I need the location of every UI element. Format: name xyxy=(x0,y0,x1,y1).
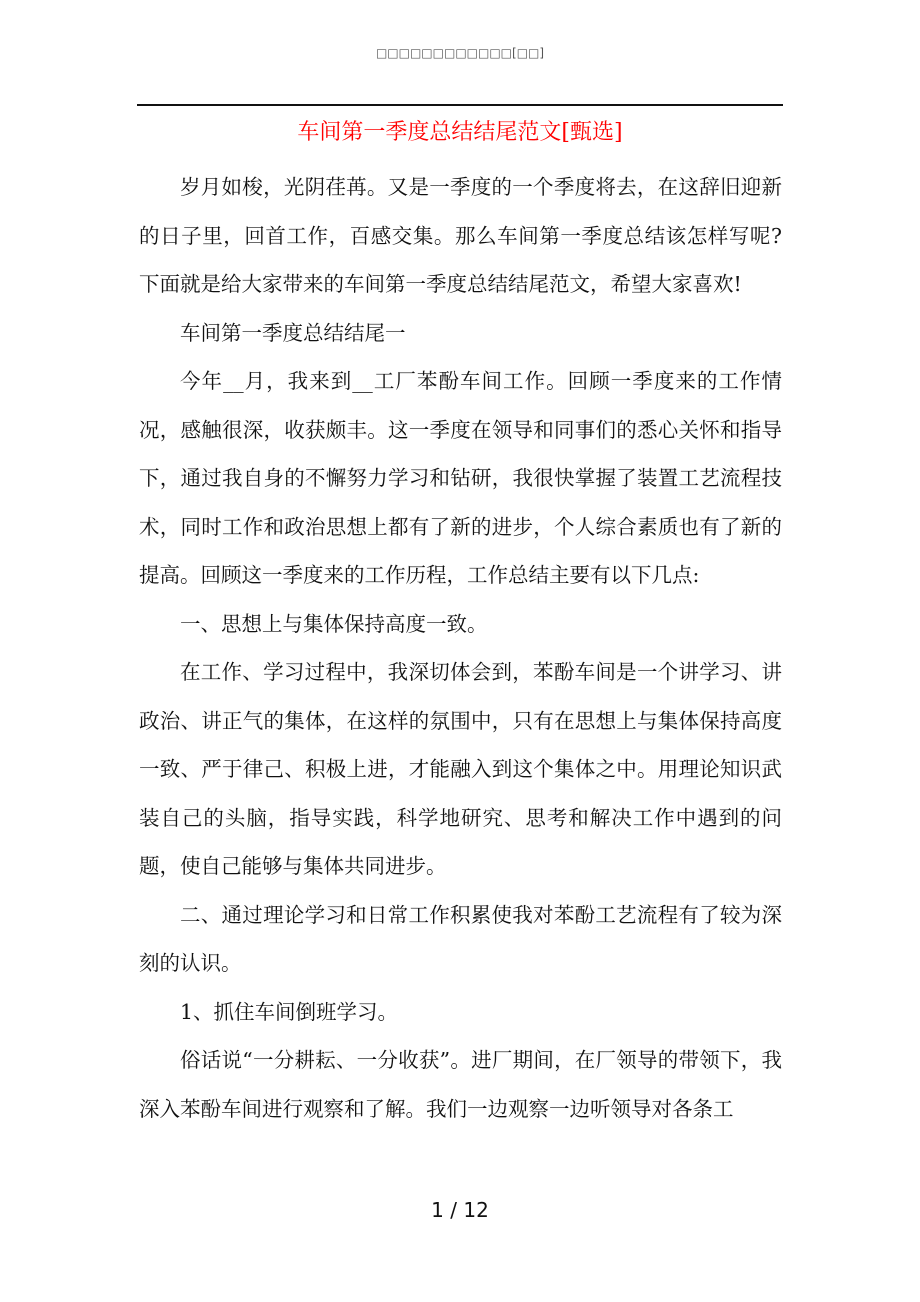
subsection-heading: 1、抓住车间倒班学习。 xyxy=(180,999,399,1024)
paragraph: 俗话说“一分耕耘、一分收获”。进厂期间，在厂领导的带领下，我深入苯酚车间进行观察和了解。我们一边观察一边听领导对各条工 xyxy=(139,1048,782,1121)
page-number: 1 / 12 xyxy=(431,1198,489,1222)
paragraph: 在工作、学习过程中，我深切体会到，苯酚车间是一个讲学习、讲政治、讲正气的集体，在这样的氛围中，只有在思想上与集体保持高度一致、严于律己、积极上进，才能融入到这个集体之中。用理论知识武装自己的头脑，指导实践，科学地研究、思考和解决工作中遇到的问题，使自己能够与集体共同进步。 xyxy=(139,660,782,878)
running-header: □□□□□□□□□□□□[□□] xyxy=(375,46,545,60)
paragraph-intro: 岁月如梭，光阴荏苒。又是一季度的一个季度将去，在这辞旧迎新的日子里，回首工作，百感交集。那么车间第一季度总结该怎样写呢?下面就是给大家带来的车间第一季度总结结尾范文，希望大家喜欢! xyxy=(139,175,782,296)
paragraph: 今年__月，我来到__工厂苯酚车间工作。回顾一季度来的工作情况，感触很深，收获颇丰。这一季度在领导和同事们的悉心关怀和指导下，通过我自身的不懈努力学习和钻研，我很快掌握了装置工艺流程技术，同时工作和政治思想上都有了新的进步，个人综合素质也有了新的提高。回顾这一季度来的工作历程，工作总结主要有以下几点: xyxy=(139,369,782,587)
section-heading: 二、通过理论学习和日常工作积累使我对苯酚工艺流程有了较为深刻的认识。 xyxy=(139,902,782,975)
section-heading: 车间第一季度总结结尾一 xyxy=(180,320,406,345)
document-title: 车间第一季度总结结尾范文[甄选] xyxy=(297,120,623,145)
header-divider xyxy=(137,104,783,106)
section-heading: 一、思想上与集体保持高度一致。 xyxy=(180,611,488,636)
document-body xyxy=(139,163,782,1133)
